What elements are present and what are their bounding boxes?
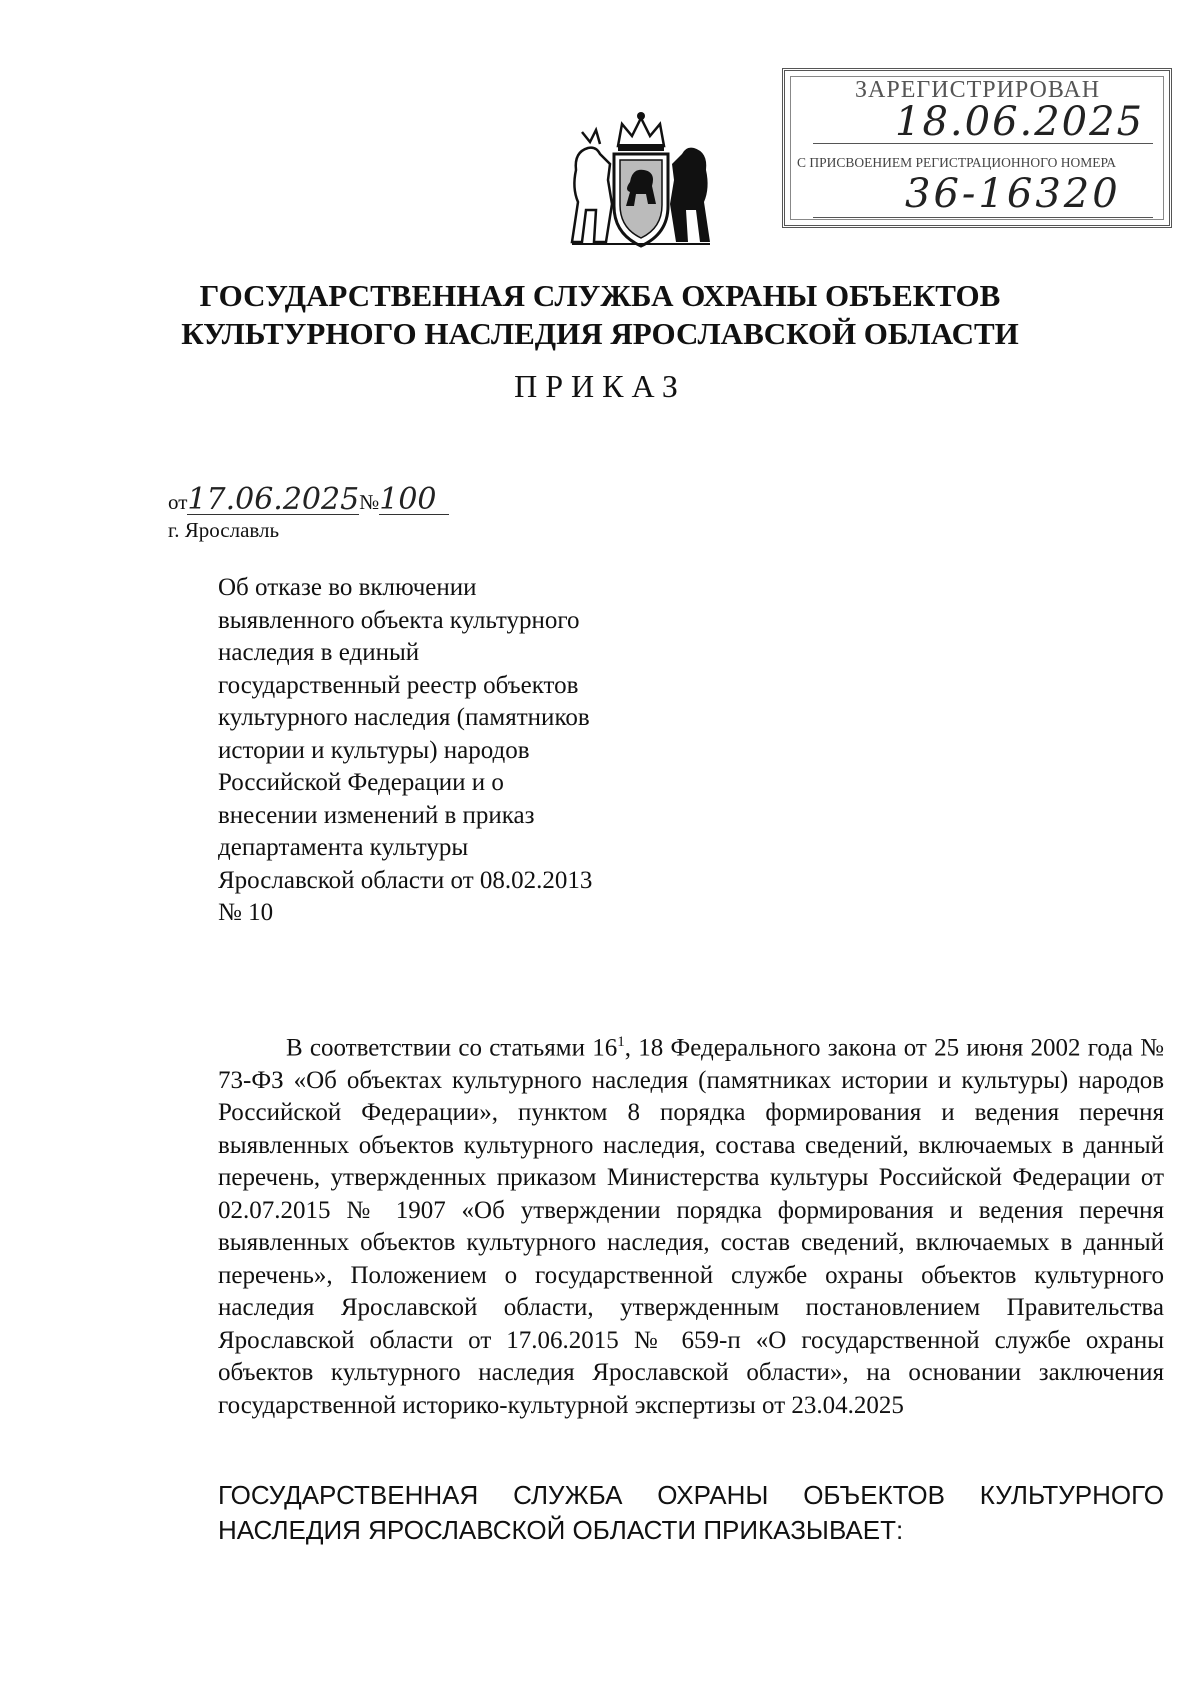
stamp-divider bbox=[813, 217, 1153, 218]
order-preamble: В соответствии со статьями $16^1$, 18 Федерального закона от 25 июня 2002 года № 73-ФЗ «Об объектах культурного наследия (памятниках истории и культуры) народов Российской Федерации», пунктом 8 порядка формирования и ведения перечня выявленных объектов культурного наследия, состава сведений, включаемых в данный перечень, утвержденных приказом Министерства культуры Российской Федерации от 02.07.2015 № 1907 «Об утверждении порядка формирования и ведения перечня выявленных объектов культурного наследия, состав сведений, включаемых в данный перечень», Положением о государственной службе охраны объектов культурного наследия Ярославской области, утвержденным постановлением Правительства Ярославской области от 17.06.2015 № 659-п «О государственной службе охраны объектов культурного наследия Ярославской области», на основании заключения государственной историко-культурной экспертизы от 23.04.2025 bbox=[218, 1034, 1165, 1419]
stamp-subtitle: С ПРИСВОЕНИЕМ РЕГИСТРАЦИОННОГО НОМЕРА bbox=[797, 155, 1116, 170]
order-city: г. Ярославль bbox=[168, 518, 280, 542]
order-subject: Об отказе во включении выявленного объекта культурного наследия в единый государственный реестр объектов культурного наследия (памятников истории и культуры) народов Российской Федерации и о внесении изменений в приказ департамента культуры Ярославской области от 08.02.2013 № 10 bbox=[218, 574, 593, 926]
stamp-registration-number: 36-16320 bbox=[905, 171, 1121, 217]
order-number: 100 bbox=[379, 482, 437, 517]
number-label: № bbox=[359, 490, 380, 514]
organization-title-line1: ГОСУДАРСТВЕННАЯ СЛУЖБА ОХРАНЫ ОБЪЕКТОВ bbox=[199, 278, 1001, 313]
stamp-divider bbox=[813, 143, 1153, 144]
from-label: от bbox=[168, 490, 188, 514]
stamp-title: ЗАРЕГИСТРИРОВАН bbox=[855, 77, 1101, 103]
order-date-line bbox=[168, 482, 449, 517]
document-type: ПРИКАЗ bbox=[514, 368, 686, 404]
registration-stamp bbox=[782, 68, 1172, 228]
organization-title-line2: КУЛЬТУРНОГО НАСЛЕДИЯ ЯРОСЛАВСКОЙ ОБЛАСТИ bbox=[181, 316, 1019, 351]
stamp-date: 18.06.2025 bbox=[895, 99, 1145, 145]
coat-of-arms-icon bbox=[566, 106, 716, 256]
order-date: 17.06.2025 bbox=[187, 482, 360, 517]
order-closing-statement: ГОСУДАРСТВЕННАЯ СЛУЖБА ОХРАНЫ ОБЪЕКТОВ КУЛЬТУРНОГО НАСЛЕДИЯ ЯРОСЛАВСКОЙ ОБЛАСТИ ПРИКАЗЫВАЕТ: bbox=[218, 1480, 1164, 1545]
